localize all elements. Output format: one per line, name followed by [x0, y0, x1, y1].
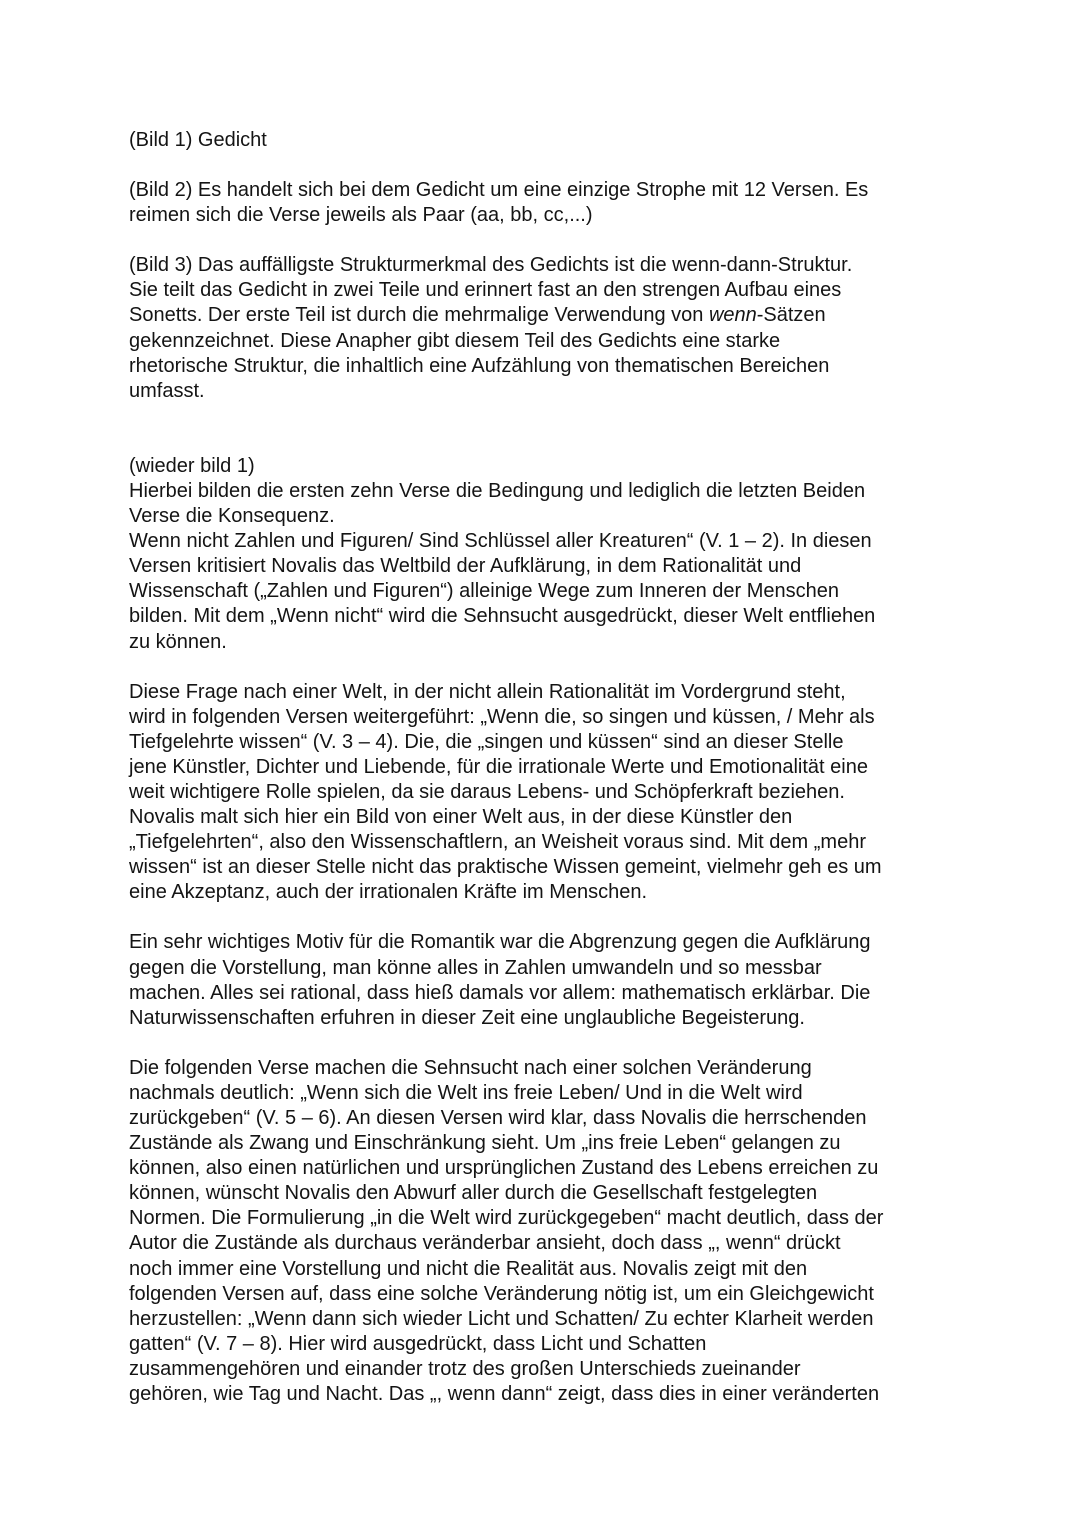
text-segment: Sonetts. Der erste Teil ist durch die mehrmalige Verwendung von	[129, 304, 709, 327]
text-line: gehören, wie Tag und Nacht. Das „, wenn dann“ zeigt, dass dies in einer veränderten	[129, 1383, 880, 1406]
text-line: zurückgeben“ (V. 5 – 6). An diesen Versen wird klar, dass Novalis die herrschenden	[129, 1107, 867, 1129]
text-line: Novalis malt sich hier ein Bild von einer Welt aus, in der diese Künstler den	[129, 806, 793, 829]
text-line: reimen sich die Verse jeweils als Paar (aa, bb, cc,...)	[129, 204, 593, 227]
text-line: bilden. Mit dem „Wenn nicht“ wird die Sehnsucht ausgedrückt, dieser Welt entfliehen	[129, 605, 876, 628]
text-line: zusammengehören und einander trotz des großen Unterschieds zueinander	[129, 1357, 801, 1380]
text-line: (Bild 3) Das auffälligste Strukturmerkmal des Gedichts ist die wenn-dann-Struktur.	[129, 254, 853, 277]
text-line: jene Künstler, Dichter und Liebende, für die irrationale Werte und Emotionalität eine	[129, 755, 868, 778]
text-line: gekennzeichnet. Diese Anapher gibt diesem Teil des Gedichts eine starke	[129, 329, 781, 352]
text-line: Wissenschaft („Zahlen und Figuren“) alleinige Wege zum Inneren der Menschen	[129, 580, 839, 603]
paragraph-bild2	[129, 178, 959, 228]
text-line: rhetorische Struktur, die inhaltlich eine Aufzählung von thematischen Bereichen	[129, 354, 830, 377]
text-line: Normen. Die Formulierung „in die Welt wird zurückgegeben“ macht deutlich, dass der	[129, 1207, 884, 1230]
text-line: (Bild 1) Gedicht	[129, 129, 267, 151]
paragraph-sehnsucht-veraenderung	[129, 1056, 959, 1407]
paragraph-romantik-motiv	[129, 930, 959, 1030]
text-line: können, wünscht Novalis den Abwurf aller durch die Gesellschaft festgelegten	[129, 1182, 818, 1205]
text-line: (Bild 2) Es handelt sich bei dem Gedicht um eine einzige Strophe mit 12 Versen. Es	[129, 179, 869, 202]
text-line: folgenden Versen auf, dass eine solche Veränderung nötig ist, um ein Gleichgewicht	[129, 1282, 874, 1305]
paragraph-bild1-heading	[129, 128, 959, 153]
text-line: herzustellen: „Wenn dann sich wieder Licht und Schatten/ Zu echter Klarheit werden	[129, 1307, 874, 1330]
text-line: Hierbei bilden die ersten zehn Verse die Bedingung und lediglich die letzten Beiden	[129, 479, 866, 502]
text-line: Ein sehr wichtiges Motiv für die Romantik war die Abgrenzung gegen die Aufklärung	[129, 931, 871, 954]
text-line: (wieder bild 1)	[129, 454, 255, 477]
text-line: Tiefgelehrte wissen“ (V. 3 – 4). Die, die „singen und küssen“ sind an dieser Stelle	[129, 730, 844, 753]
text-line: Zustände als Zwang und Einschränkung sieht. Um „ins freie Leben“ gelangen zu	[129, 1132, 841, 1155]
text-line: Naturwissenschaften erfuhren in dieser Zeit eine unglaubliche Begeisterung.	[129, 1006, 805, 1029]
text-line: wissen“ ist an dieser Stelle nicht das praktische Wissen gemeint, vielmehr geh es um	[129, 856, 882, 879]
text-line: machen. Alles sei rational, dass hieß damals vor allem: mathematisch erklärbar. Die	[129, 981, 871, 1004]
text-line: wird in folgenden Versen weitergeführt: „Wenn die, so singen und küssen, / Mehr als	[129, 705, 875, 728]
text-line: Versen kritisiert Novalis das Weltbild der Aufklärung, in dem Rationalität und	[129, 555, 802, 578]
text-line: Sie teilt das Gedicht in zwei Teile und erinnert fast an den strengen Aufbau eines	[129, 279, 842, 302]
text-line: gatten“ (V. 7 – 8). Hier wird ausgedrückt, dass Licht und Schatten	[129, 1332, 707, 1355]
paragraph-bild3	[129, 253, 959, 404]
text-line: eine Akzeptanz, auch der irrationalen Kräfte im Menschen.	[129, 881, 648, 904]
text-line: weit wichtigere Rolle spielen, da sie daraus Lebens- und Schöpferkraft beziehen.	[129, 780, 845, 803]
document-page	[129, 128, 959, 1432]
text-line: Verse die Konsequenz.	[129, 505, 335, 528]
text-line	[129, 303, 959, 328]
italic-word: wenn	[708, 304, 757, 327]
text-line: zu können.	[129, 630, 227, 653]
text-line: können, also einen natürlichen und ursprünglichen Zustand des Lebens erreichen zu	[129, 1157, 879, 1180]
paragraph-frage-nach-welt	[129, 680, 959, 906]
text-line: Autor die Zustände als durchaus veränderbar ansieht, doch dass „, wenn“ drückt	[129, 1232, 841, 1255]
text-line: gegen die Vorstellung, man könne alles in Zahlen umwandeln und so messbar	[129, 956, 822, 979]
text-line: Wenn nicht Zahlen und Figuren/ Sind Schlüssel aller Kreaturen“ (V. 1 – 2). In diesen	[129, 530, 872, 553]
paragraph-wieder-bild1	[129, 454, 959, 655]
text-line: Die folgenden Verse machen die Sehnsucht nach einer solchen Veränderung	[129, 1056, 812, 1079]
text-line: noch immer eine Vorstellung und nicht die Realität aus. Novalis zeigt mit den	[129, 1257, 808, 1280]
text-line: umfasst.	[129, 379, 205, 402]
text-line: nachmals deutlich: „Wenn sich die Welt ins freie Leben/ Und in die Welt wird	[129, 1081, 803, 1104]
text-line: Diese Frage nach einer Welt, in der nicht allein Rationalität im Vordergrund steht,	[129, 680, 846, 703]
text-segment: -Sätzen	[756, 304, 826, 327]
text-line: „Tiefgelehrten“, also den Wissenschaftlern, an Weisheit voraus sind. Mit dem „mehr	[129, 831, 866, 854]
